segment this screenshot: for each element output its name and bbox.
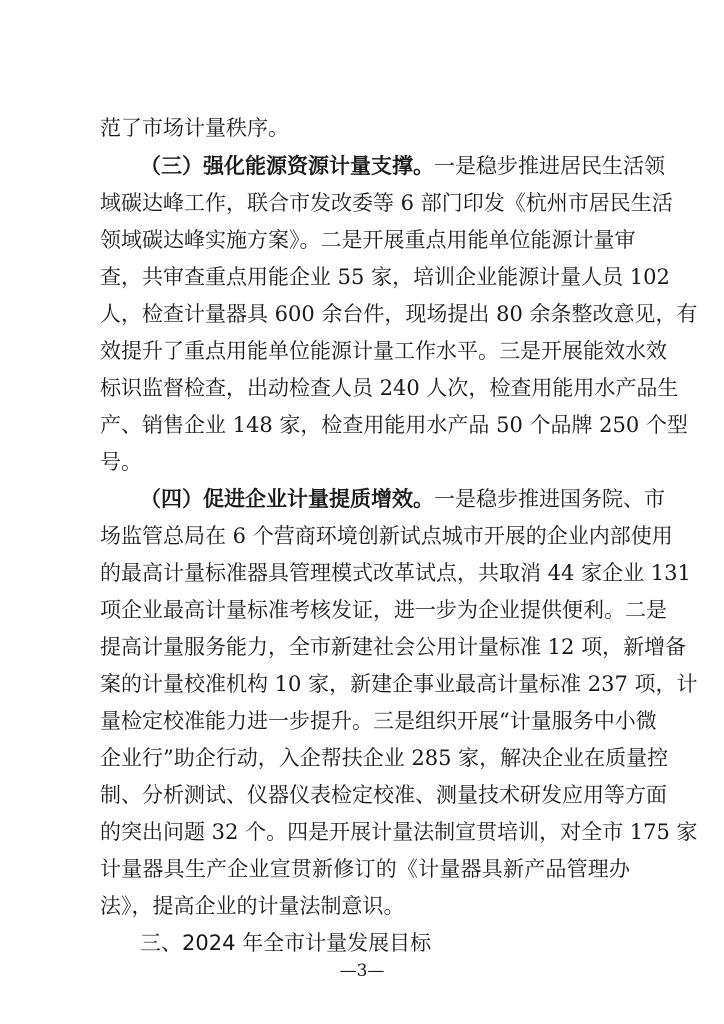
paragraph-line: 标识监督检查，出动检查人员 240 人次，检查用能用水产品生: [100, 376, 679, 400]
paragraph-line: 计量器具生产企业宣贯新修订的《计量器具新产品管理办: [100, 857, 630, 881]
section-heading: 三、2024 年全市计量发展目标: [140, 931, 432, 955]
paragraph-line: 域碳达峰工作，联合市发改委等 6 部门印发《杭州市居民生活: [100, 191, 673, 215]
subheading-3: （三）强化能源资源计量支撑。: [140, 154, 434, 178]
paragraph-line: 制、分析测试、仪器仪表检定校准、测量技术研发应用等方面: [100, 783, 667, 807]
paragraph-line: （三）强化能源资源计量支撑。一是稳步推进居民生活领: [140, 154, 665, 178]
paragraph-line: 案的计量校准机构 10 家，新建企事业最高计量标准 237 项，计: [100, 672, 698, 696]
paragraph-line: 号。: [100, 450, 142, 474]
paragraph-line: 法》，提高企业的计量法制意识。: [100, 894, 405, 918]
paragraph-line: （四）促进企业计量提质增效。一是稳步推进国务院、市: [140, 487, 665, 511]
paragraph-line: 人，检查计量器具 600 余台件，现场提出 80 余条整改意见，有: [100, 302, 698, 326]
subheading-4: （四）促进企业计量提质增效。: [140, 487, 434, 511]
paragraph-line: 的最高计量标准器具管理模式改革试点，共取消 44 家企业 131: [100, 561, 691, 585]
paragraph-line: 的突出问题 32 个。四是开展计量法制宣贯培训，对全市 175 家: [100, 820, 698, 844]
paragraph-line: 领域碳达峰实施方案》。二是开展重点用能单位能源计量审: [100, 228, 636, 252]
page-number: —3—: [339, 961, 385, 981]
paragraph-line: 产、销售企业 148 家，检查用能用水产品 50 个品牌 250 个型: [100, 413, 688, 437]
paragraph-line: 提高计量服务能力，全市新建社会公用计量标准 12 项，新增备: [100, 635, 687, 659]
paragraph-line: 效提升了重点用能单位能源计量工作水平。三是开展能效水效: [100, 339, 667, 363]
paragraph-line: 场监管总局在 6 个营商环境创新试点城市开展的企业内部使用: [100, 524, 673, 548]
paragraph-line: 项企业最高计量标准考核发证，进一步为企业提供便利。二是: [100, 598, 667, 622]
paragraph-line: 查，共审查重点用能企业 55 家，培训企业能源计量人员 102: [100, 265, 670, 289]
paragraph-line: 量检定校准能力进一步提升。三是组织开展“计量服务中小微: [100, 709, 657, 733]
paragraph-line: 范了市场计量秩序。: [100, 116, 289, 140]
paragraph-line: 企业行”助企行动，入企帮扶企业 285 家，解决企业在质量控: [100, 746, 669, 770]
